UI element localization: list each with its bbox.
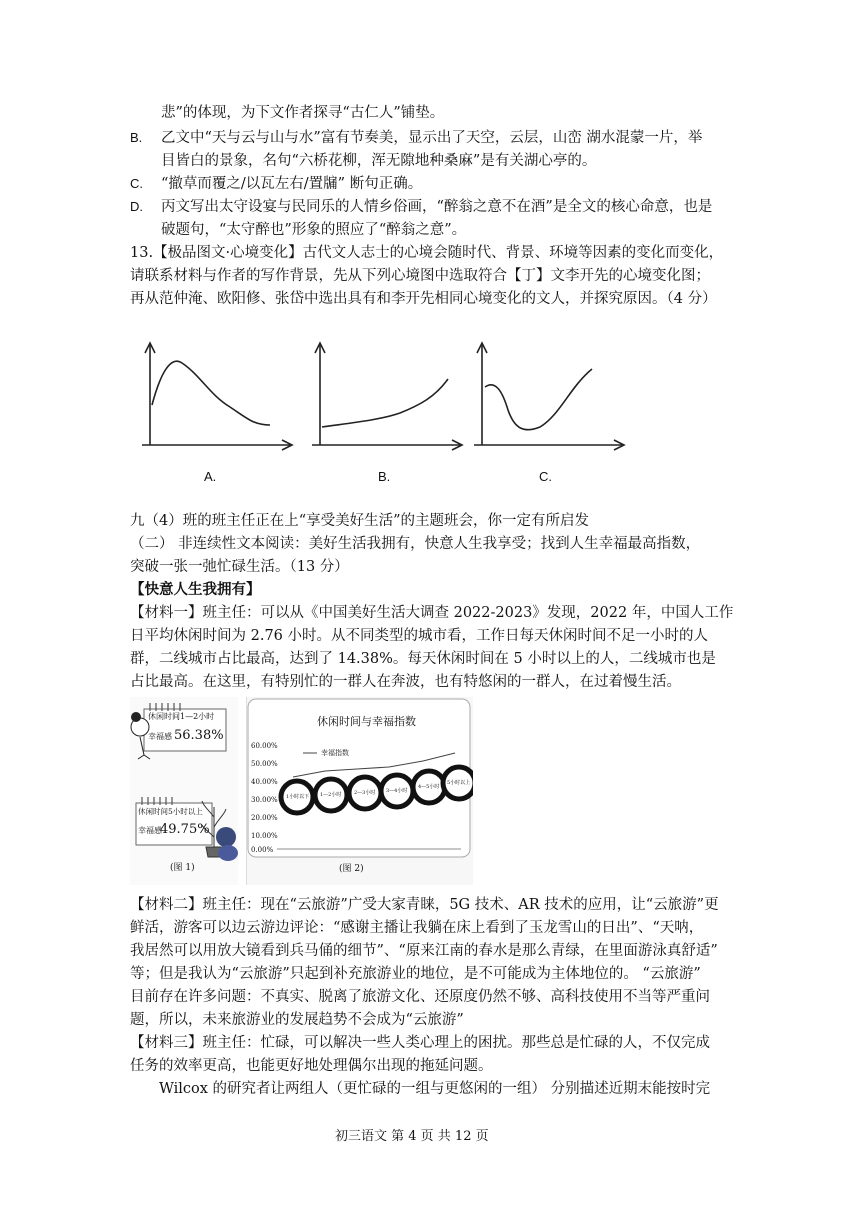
circle-label: 1小时以下 [286, 794, 310, 800]
text-line: 占比最高。在这里，有特别忙的一群人在奔波，也有特悠闲的一群人，在过着慢生活。 [130, 674, 681, 690]
card-2-label: 幸福感 [138, 826, 162, 835]
y-tick: 20.00% [251, 814, 278, 822]
card-1-label: 幸福感 [148, 732, 172, 741]
page-footer: 初三语文 第 4 页 共 12 页 [335, 1129, 489, 1144]
text-line: 丙文写出太守设宴与民同乐的人情乡俗画，“醉翁之意不在酒”是全文的核心命意，也是 [161, 199, 713, 215]
y-tick: 30.00% [251, 796, 278, 804]
legend-label: 幸福指数 [321, 749, 349, 757]
question-13-line: 13.【极品图文·心境变化】古代文人志士的心境会随时代、背景、环境等因素的变化而变化， [130, 245, 724, 261]
text-line: 题，所以，未来旅游业的发展趋势不会成为“云旅游” [130, 1012, 464, 1028]
figure-1-caption: (图 1) [170, 863, 195, 873]
y-tick: 10.00% [251, 832, 278, 840]
figure-1 [130, 697, 238, 885]
card-2-value: 49.75% [160, 822, 210, 837]
chart-a-curve [152, 361, 270, 425]
text-line: 等；但是我认为“云旅游”只起到补充旅游业的地位，是不可能成为主体地位的。 “云旅游” [130, 966, 701, 982]
chart-b-curve [322, 379, 448, 427]
material-3-line: 【材料三】班主任：忙碌，可以解决一些人类心理上的困扰。那些总是忙碌的人，不仅完成 [130, 1035, 710, 1051]
circle-label: 5小时以上 [447, 780, 471, 786]
chart-c-label: C. [539, 469, 552, 484]
text-line: 悲”的体现，为下文作者探寻“古仁人”铺垫。 [161, 105, 445, 121]
y-tick: 40.00% [251, 778, 278, 786]
card-1-value: 56.38% [174, 728, 224, 743]
text-line: “撤草而覆之/以瓦左右/置牖” 断句正确。 [161, 176, 423, 192]
card-1-title: 休闲时间1—2小时 [148, 712, 215, 721]
cartoon-figure-icon [216, 827, 236, 847]
mood-change-charts [130, 335, 730, 495]
text-line: Wilcox 的研究者让两组人（更忙碌的一组与更悠闲的一组） 分别描述近期末能按时完 [159, 1081, 711, 1097]
text-line: 目皆白的景象，名句“六桥花柳，浑无隙地种桑麻”是有关湖心亭的。 [161, 153, 597, 169]
section-2-heading: （二） 非连续性文本阅读：美好生活我拥有，快意人生我享受；找到人生幸福最高指数， [130, 536, 701, 552]
figure-2-title: 休闲时间与幸福指数 [317, 715, 416, 728]
text-line: 破题句，“太守醉也”形象的照应了“醉翁之意”。 [161, 222, 467, 238]
text-line: 我居然可以用放大镜看到兵马俑的细节”、“原来江南的春水是那么青绿，在里面游泳真舒适” [130, 943, 718, 959]
card-2-title: 休闲时间5小时以上 [138, 807, 203, 816]
chart-a-label: A. [204, 469, 217, 484]
text-line: 鲜活，游客可以边云游边评论：“感谢主播让我躺在床上看到了玉龙雪山的日出”、“天呐， [130, 920, 704, 936]
figure-2 [246, 697, 473, 885]
text-line: 请联系材料与作者的写作背景，先从下列心境图中选取符合【丁】文李开先的心境变化图； [130, 268, 710, 284]
circle-label: 4—5小时 [418, 784, 440, 790]
circle-label: 2—3小时 [354, 790, 376, 796]
option-label: B. [130, 130, 143, 145]
option-label: D. [130, 199, 143, 214]
text-line: 任务的效率更高，也能更好地处理偶尔出现的拖延问题。 [130, 1058, 493, 1074]
text-line: 目前存在许多问题：不真实、脱离了旅游文化、还原度仍然不够、高科技使用不当等严重问 [130, 989, 710, 1005]
text-line: 日平均休闲时间为 2.76 小时。从不同类型的城市看，工作日每天休闲时间不足一小时的人 [130, 628, 708, 644]
subsection-heading: 【快意人生我拥有】 [130, 581, 261, 598]
option-label: C. [130, 176, 143, 191]
text-line: 突破一张一弛忙碌生活。（13 分） [130, 559, 349, 575]
chart-c-curve [485, 369, 592, 430]
text-line: 九（4）班的班主任正在上“享受美好生活”的主题班会，你一定有所启发 [130, 513, 590, 529]
text-line: 群，二线城市占比最高，达到了 14.38%。每天休闲时间在 5 小时以上的人，二线城市也是 [130, 651, 716, 667]
text-line: 乙文中“天与云与山与水”富有节奏美，显示出了天空，云层，山峦 湖水混蒙一片，举 [161, 130, 703, 146]
material-1-line: 【材料一】班主任：可以从《中国美好生活大调查 2022-2023》发现，2022 年，中国人工作 [130, 605, 734, 621]
y-tick: 50.00% [251, 760, 278, 768]
text-line: 再从范仲淹、欧阳修、张岱中选出具有和李开先相同心境变化的文人，并探究原因。（4 分） [130, 291, 717, 307]
material-2-line: 【材料二】班主任：现在“云旅游”广受大家青睐，5G 技术、AR 技术的应用，让“云旅游”更 [130, 897, 719, 913]
circle-label: 1—2小时 [320, 792, 342, 798]
circle-label: 3—4小时 [386, 788, 408, 794]
figure-2-caption: (图 2) [339, 864, 364, 874]
y-tick: 60.00% [251, 742, 278, 750]
chart-b-label: B. [378, 469, 391, 484]
y-tick: 0.00% [251, 846, 274, 854]
